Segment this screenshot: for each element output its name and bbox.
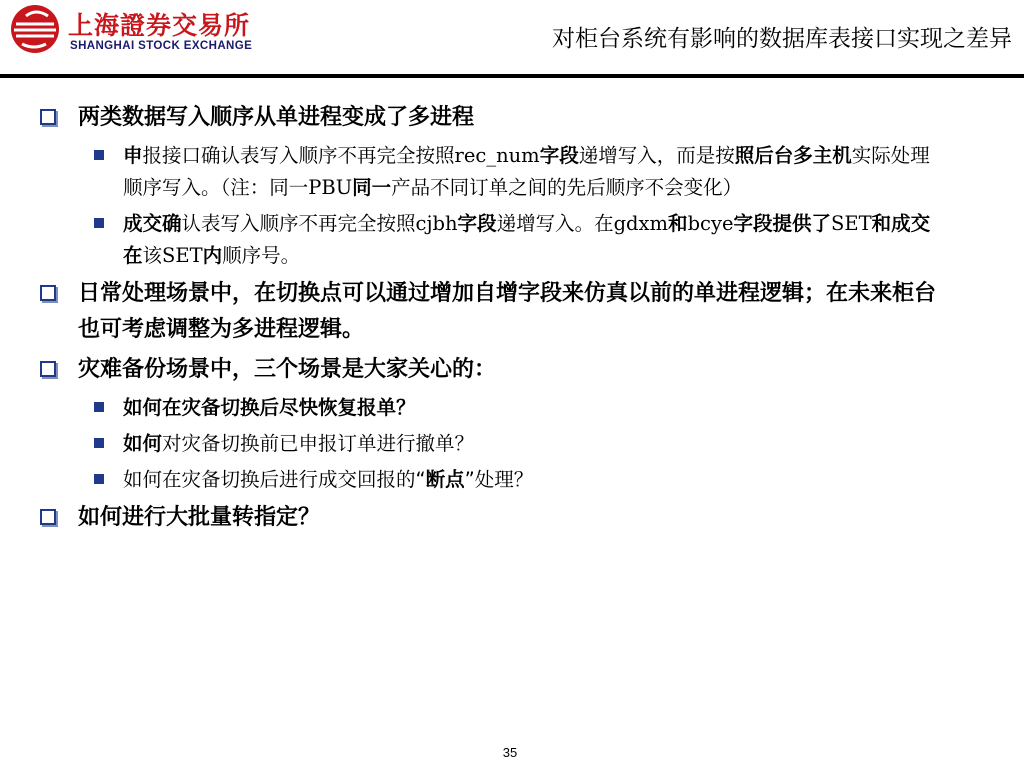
bullet-4-text: 如何进行大批量转指定？ — [78, 505, 321, 530]
text-run: 同一 — [352, 176, 392, 199]
header-divider — [0, 74, 1024, 78]
text-run: 内 — [202, 244, 223, 267]
bullet-1-text: 两类数据写入顺序从单进程变成了多进程 — [78, 105, 475, 130]
filled-square-bullet-icon — [94, 150, 104, 160]
text-run: gdxm — [613, 212, 669, 235]
logo-english-name: SHANGHAI STOCK EXCHANGE — [70, 40, 253, 52]
text-run: 和成交在 — [123, 212, 931, 267]
text-run: 照后台多主机 — [734, 144, 852, 167]
text-run: 和 — [668, 212, 688, 235]
text-run: PBU — [308, 176, 353, 199]
text-run: 递增写入，而是按 — [578, 144, 735, 167]
sub-bullet-3-1 — [123, 392, 940, 424]
bullet-1 — [40, 100, 940, 136]
filled-square-bullet-icon — [94, 402, 104, 412]
text-run: 如何在灾备切换后进行成交回报的“ — [123, 468, 426, 491]
hollow-square-bullet-icon — [40, 285, 56, 301]
sse-logo-icon — [10, 4, 60, 54]
text-run: SET — [831, 212, 872, 235]
sub-bullet-1-2 — [123, 208, 940, 272]
hollow-square-bullet-icon — [40, 109, 56, 125]
text-run: 字段 — [539, 144, 579, 167]
text-run: 实际处理顺序写入。（注：同一 — [123, 144, 930, 199]
text-run: 顺序号。 — [222, 244, 301, 267]
sub-bullet-1-1 — [123, 140, 940, 204]
text-run: 递增写入。在 — [496, 212, 614, 235]
text-run: 产品不同订单之间的先后顺序不会变化） — [391, 176, 743, 199]
bullet-3-text: 灾难备份场景中，三个场景是大家关心的： — [78, 357, 497, 382]
text-run: 认表写入顺序不再完全按照 — [181, 212, 416, 235]
filled-square-bullet-icon — [94, 474, 104, 484]
bullet-3 — [40, 352, 940, 388]
text-run: 报接口确认表写入顺序不再完全按照 — [142, 144, 455, 167]
slide-body — [40, 100, 940, 540]
filled-square-bullet-icon — [94, 438, 104, 448]
text-run: 如何在灾备切换后尽快恢复报单？ — [123, 396, 416, 419]
text-run: ”处理？ — [464, 468, 534, 491]
page-number: 35 — [502, 745, 518, 760]
text-run: rec_num — [454, 144, 540, 167]
bullet-4 — [40, 500, 940, 536]
hollow-square-bullet-icon — [40, 509, 56, 525]
sse-logo — [10, 4, 270, 58]
text-run: cjbh — [415, 212, 458, 235]
filled-square-bullet-icon — [94, 218, 104, 228]
text-run: 字段提供了 — [733, 212, 832, 235]
sub-bullet-3-2 — [123, 428, 940, 460]
text-run: 字段 — [457, 212, 497, 235]
bullet-2 — [40, 276, 940, 348]
slide-header — [0, 0, 1024, 78]
text-run: 申 — [123, 144, 143, 167]
text-run: 成交确 — [123, 212, 182, 235]
slide-title: 对柜台系统有影响的数据库表接口实现之差异 — [552, 26, 1012, 52]
text-run: SET — [162, 244, 203, 267]
text-run: 对灾备切换前已申报订单进行撤单？ — [162, 432, 475, 455]
text-run: 断点 — [425, 468, 465, 491]
hollow-square-bullet-icon — [40, 361, 56, 377]
text-run: 如何 — [123, 432, 163, 455]
text-run: 该 — [142, 244, 163, 267]
bullet-2-text: 日常处理场景中，在切换点可以通过增加自增字段来仿真以前的单进程逻辑；在未来柜台也可考虑调整为多进程逻辑。 — [78, 281, 937, 342]
logo-chinese-name: 上海證券交易所 — [68, 11, 251, 40]
sub-bullet-3-3 — [123, 464, 940, 496]
text-run: bcye — [687, 212, 734, 235]
